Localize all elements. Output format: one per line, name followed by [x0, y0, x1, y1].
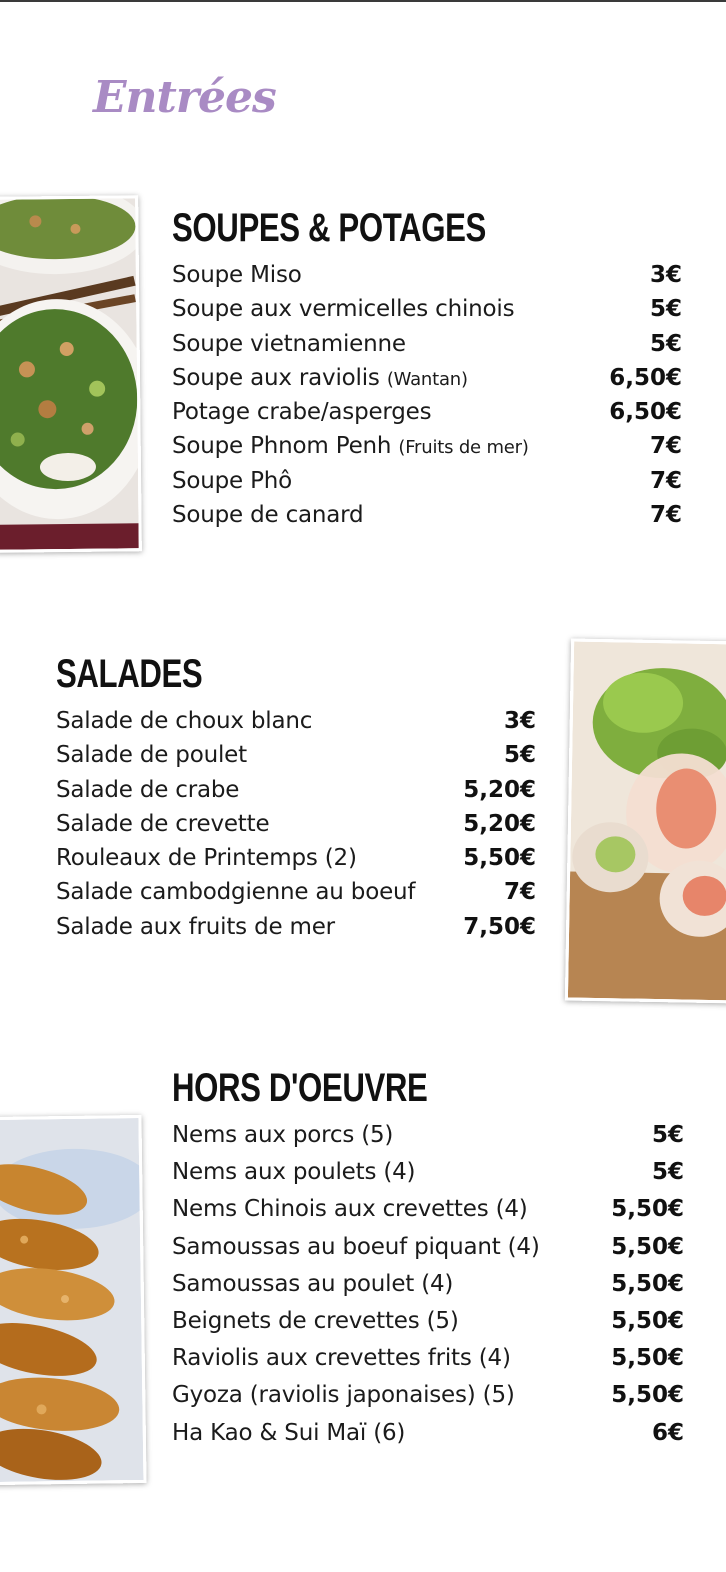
list-item: [172, 1271, 684, 1308]
list-item: [172, 468, 682, 502]
item-name: Samoussas au poulet (4): [172, 1270, 454, 1297]
item-name: Ha Kao & Sui Maï (6): [172, 1419, 406, 1446]
item-name: Nems Chinois aux crevettes (4): [172, 1196, 528, 1223]
item-name: Soupe Phnom Penh: [172, 433, 399, 460]
list-item: [172, 331, 682, 365]
item-price: 6€: [651, 1419, 684, 1446]
item-price: 7€: [649, 433, 682, 460]
item-name: Salade de poulet: [56, 742, 247, 769]
item-price: 5,50€: [611, 1270, 684, 1297]
item-price: 5,50€: [611, 1382, 684, 1409]
item-price: 7€: [649, 502, 682, 529]
fried-appetizers-photo: [0, 1115, 147, 1485]
list-item: [172, 1159, 684, 1196]
item-name: Beignets de crevettes (5): [172, 1307, 459, 1334]
list-item: [172, 433, 682, 467]
item-price: 6,50€: [609, 399, 682, 426]
list-item: [172, 1234, 684, 1271]
item-price: 5,20€: [463, 810, 536, 837]
hors-doeuvre-list: [172, 1122, 684, 1457]
section-title-soupes: SOUPES & POTAGES: [172, 206, 486, 250]
item-name: Potage crabe/asperges: [172, 399, 432, 426]
soup-photo: [0, 195, 142, 553]
list-item: [172, 365, 682, 399]
item-price: 5,50€: [611, 1233, 684, 1260]
item-price: 5€: [503, 742, 536, 769]
item-name: Soupe aux raviolis: [172, 364, 387, 391]
item-price: 5€: [651, 1159, 684, 1186]
item-note: (Fruits de mer): [398, 437, 529, 459]
item-name: Gyoza (raviolis japonaises) (5): [172, 1382, 515, 1409]
salades-list: [56, 708, 536, 948]
item-note: (Wantan): [386, 368, 468, 390]
item-price: 7,50€: [463, 913, 536, 940]
item-price: 6,50€: [609, 364, 682, 391]
item-price: 5,50€: [611, 1307, 684, 1334]
list-item: [56, 879, 536, 913]
item-name: Raviolis aux crevettes frits (4): [172, 1345, 511, 1372]
list-item: [56, 708, 536, 742]
item-price: 5,20€: [463, 776, 536, 803]
item-price: 5€: [649, 330, 682, 357]
item-price: 5,50€: [611, 1196, 684, 1223]
list-item: [56, 777, 536, 811]
section-title-salades: SALADES: [56, 652, 203, 696]
item-name: Salade de choux blanc: [56, 708, 313, 734]
item-name: Nems aux porcs (5): [172, 1122, 394, 1148]
item-name: Rouleaux de Printemps (2): [56, 845, 357, 872]
list-item: [172, 1308, 684, 1345]
list-item: [172, 1196, 684, 1233]
list-item: [56, 845, 536, 879]
item-name: Salade de crevette: [56, 810, 270, 837]
item-name: Soupe vietnamienne: [172, 330, 406, 357]
item-name: Salade cambodgienne au boeuf: [56, 879, 416, 906]
item-name: Soupe Miso: [172, 262, 302, 288]
spring-rolls-photo: [565, 639, 726, 1004]
list-item: [172, 1382, 684, 1419]
item-price: 5,50€: [463, 845, 536, 872]
list-item: [172, 1420, 684, 1457]
item-price: 5€: [651, 1122, 684, 1148]
page-title: Entrées: [93, 72, 276, 123]
item-price: 7€: [503, 879, 536, 906]
item-price: 5,50€: [611, 1345, 684, 1372]
top-border: [0, 0, 726, 2]
item-price: 3€: [649, 262, 682, 288]
item-name: Soupe de canard: [172, 502, 364, 529]
item-name: Soupe aux vermicelles chinois: [172, 296, 515, 323]
list-item: [172, 1122, 684, 1159]
soupes-list: [172, 262, 682, 536]
list-item: [56, 742, 536, 776]
list-item: [172, 262, 682, 296]
item-name: Samoussas au boeuf piquant (4): [172, 1233, 540, 1260]
list-item: [172, 1345, 684, 1382]
list-item: [172, 502, 682, 536]
list-item: [56, 811, 536, 845]
section-title-hors-doeuvre: HORS D'OEUVRE: [172, 1066, 428, 1110]
item-name: Salade aux fruits de mer: [56, 913, 335, 940]
item-price: 7€: [649, 467, 682, 494]
item-name: Soupe Phô: [172, 467, 293, 494]
list-item: [56, 914, 536, 948]
list-item: [172, 296, 682, 330]
item-name: Salade de crabe: [56, 776, 240, 803]
item-name: Nems aux poulets (4): [172, 1159, 416, 1186]
list-item: [172, 399, 682, 433]
item-price: 3€: [503, 708, 536, 734]
item-price: 5€: [649, 296, 682, 323]
